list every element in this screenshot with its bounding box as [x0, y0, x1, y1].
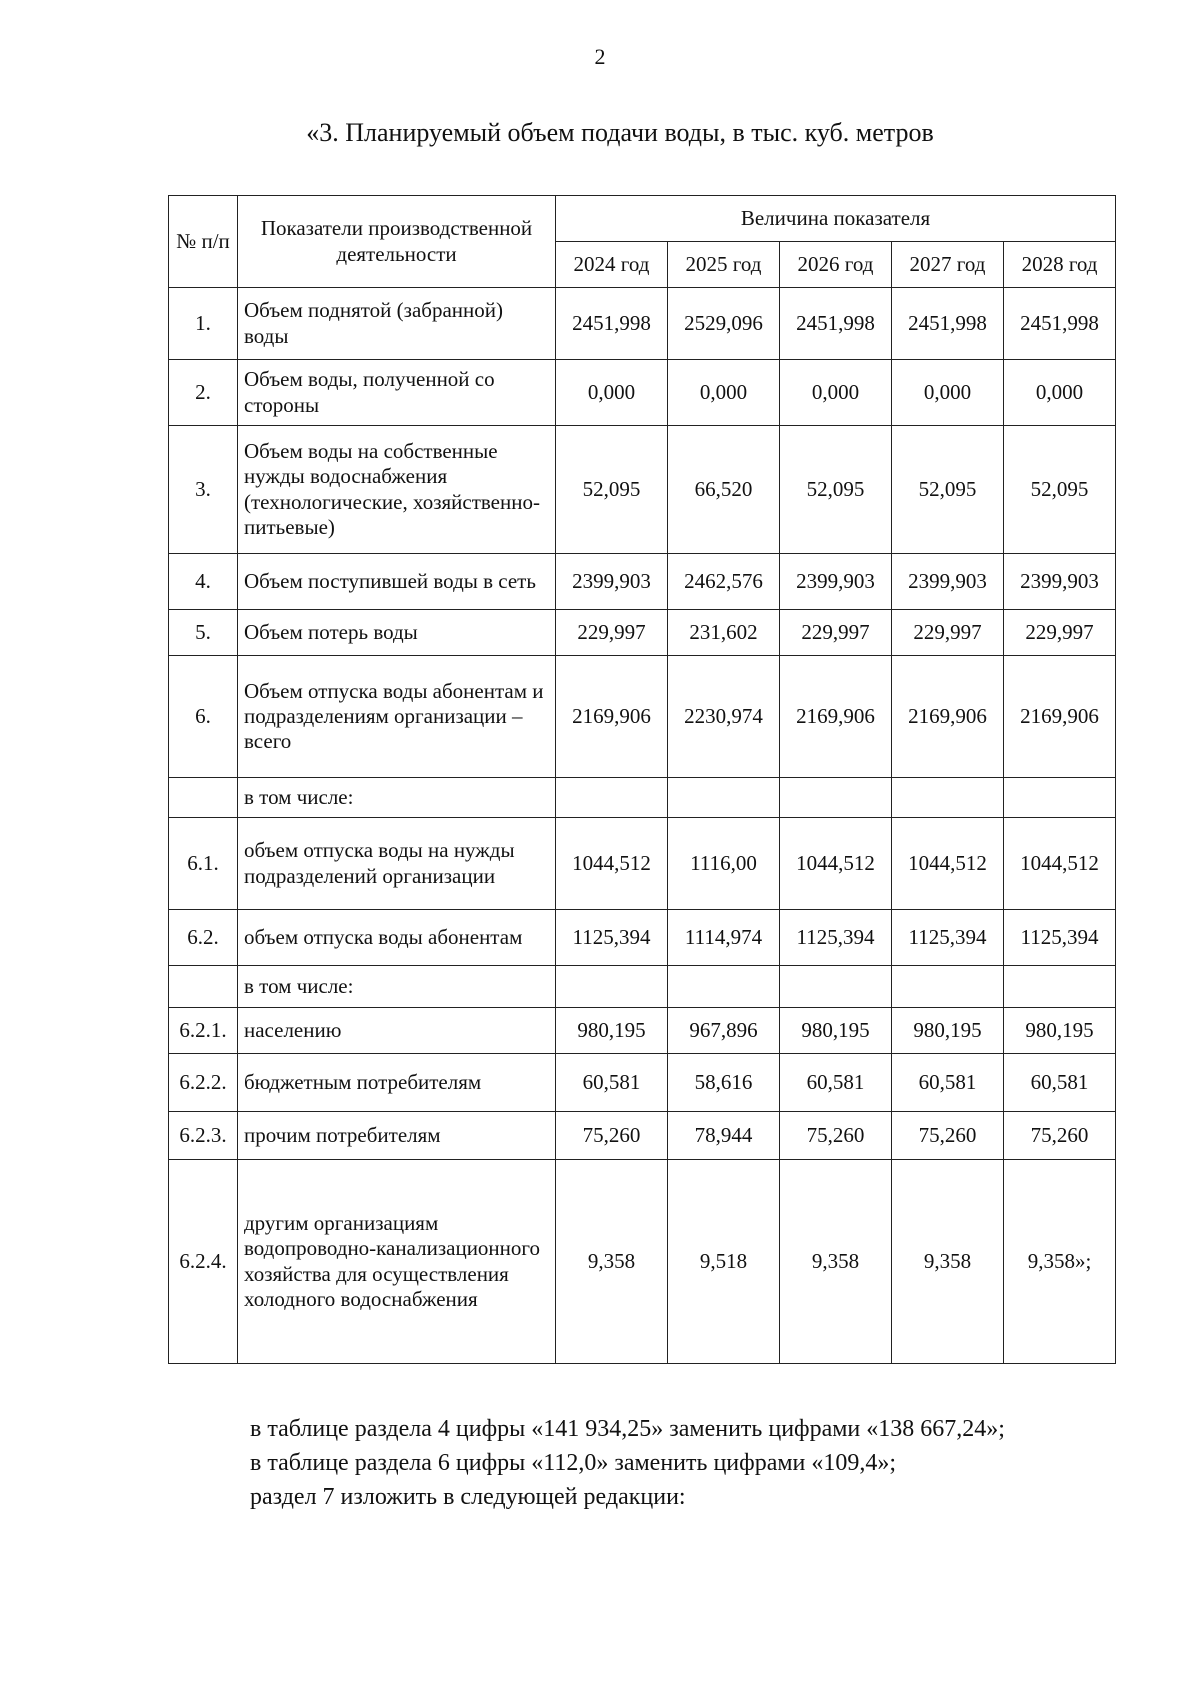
row-indicator: Объем поднятой (забранной) воды — [238, 288, 556, 360]
row-indicator: Объем поступившей воды в сеть — [238, 554, 556, 610]
row-value — [780, 778, 892, 818]
row-value: 2399,903 — [1004, 554, 1116, 610]
row-number: 4. — [169, 554, 238, 610]
row-value: 9,358»; — [1004, 1160, 1116, 1364]
row-value: 2230,974 — [668, 656, 780, 778]
table-row — [169, 656, 1116, 778]
row-number: 6.2.2. — [169, 1054, 238, 1112]
row-indicator: Объем воды, полученной со стороны — [238, 360, 556, 426]
row-value: 52,095 — [780, 426, 892, 554]
row-number: 6.2.1. — [169, 1008, 238, 1054]
table-row — [169, 966, 1116, 1008]
header-year: 2026 год — [780, 242, 892, 288]
row-value: 980,195 — [892, 1008, 1004, 1054]
row-value: 229,997 — [892, 610, 1004, 656]
page-number: 2 — [594, 44, 606, 69]
table-row — [169, 288, 1116, 360]
row-value: 60,581 — [780, 1054, 892, 1112]
row-value: 2399,903 — [780, 554, 892, 610]
row-indicator: населению — [238, 1008, 556, 1054]
header-indicators: Показатели производственной деятельности — [238, 196, 556, 288]
table-row — [169, 778, 1116, 818]
row-number: 6.2.3. — [169, 1112, 238, 1160]
row-number: 5. — [169, 610, 238, 656]
row-value: 0,000 — [556, 360, 668, 426]
section-title: «3. Планируемый объем подачи воды, в тыс. куб. метров — [306, 118, 934, 147]
row-indicator: другим организациям водопроводно-канализационного хозяйства для осуществления холодного водоснабжения — [238, 1160, 556, 1364]
row-value — [892, 778, 1004, 818]
row-indicator: в том числе: — [238, 778, 556, 818]
row-value: 9,518 — [668, 1160, 780, 1364]
row-value: 1116,00 — [668, 818, 780, 910]
row-value: 66,520 — [668, 426, 780, 554]
row-number: 6.2. — [169, 910, 238, 966]
row-value — [1004, 966, 1116, 1008]
row-value: 2169,906 — [780, 656, 892, 778]
row-value: 229,997 — [1004, 610, 1116, 656]
row-value: 980,195 — [556, 1008, 668, 1054]
row-indicator: объем отпуска воды абонентам — [238, 910, 556, 966]
row-value: 229,997 — [556, 610, 668, 656]
row-value: 75,260 — [780, 1112, 892, 1160]
row-value: 229,997 — [780, 610, 892, 656]
header-value-group: Величина показателя — [556, 196, 1116, 242]
row-value: 967,896 — [668, 1008, 780, 1054]
row-value: 2399,903 — [556, 554, 668, 610]
row-value: 2529,096 — [668, 288, 780, 360]
row-value — [1004, 778, 1116, 818]
row-value: 1125,394 — [892, 910, 1004, 966]
table-row — [169, 554, 1116, 610]
row-value: 2399,903 — [892, 554, 1004, 610]
header-year: 2028 год — [1004, 242, 1116, 288]
row-value: 0,000 — [668, 360, 780, 426]
row-indicator: бюджетным потребителям — [238, 1054, 556, 1112]
row-value — [556, 778, 668, 818]
amendment-line: раздел 7 изложить в следующей редакции: — [250, 1484, 686, 1510]
header-year: 2025 год — [668, 242, 780, 288]
row-value: 2451,998 — [780, 288, 892, 360]
amendment-text — [250, 1412, 1005, 1514]
row-indicator: Объем воды на собственные нужды водоснабжения (технологические, хозяйственно-питьевые) — [238, 426, 556, 554]
row-value: 0,000 — [1004, 360, 1116, 426]
row-value: 1125,394 — [780, 910, 892, 966]
row-indicator: прочим потребителям — [238, 1112, 556, 1160]
row-value: 231,602 — [668, 610, 780, 656]
row-value: 9,358 — [780, 1160, 892, 1364]
row-value: 52,095 — [556, 426, 668, 554]
row-value: 52,095 — [1004, 426, 1116, 554]
row-value: 980,195 — [780, 1008, 892, 1054]
row-value: 52,095 — [892, 426, 1004, 554]
row-indicator: Объем отпуска воды абонентам и подразделениям организации – всего — [238, 656, 556, 778]
row-value: 1044,512 — [556, 818, 668, 910]
row-value: 2451,998 — [1004, 288, 1116, 360]
row-value: 75,260 — [556, 1112, 668, 1160]
header-number: № п/п — [169, 196, 238, 288]
row-value — [892, 966, 1004, 1008]
row-number: 1. — [169, 288, 238, 360]
row-value: 1125,394 — [556, 910, 668, 966]
row-value: 60,581 — [1004, 1054, 1116, 1112]
row-value: 980,195 — [1004, 1008, 1116, 1054]
row-value: 9,358 — [556, 1160, 668, 1364]
row-value: 1114,974 — [668, 910, 780, 966]
row-number: 6.2.4. — [169, 1160, 238, 1364]
row-number — [169, 778, 238, 818]
row-indicator: Объем потерь воды — [238, 610, 556, 656]
row-value: 0,000 — [892, 360, 1004, 426]
table-row — [169, 1160, 1116, 1364]
row-number — [169, 966, 238, 1008]
amendment-line: в таблице раздела 6 цифры «112,0» заменить цифрами «109,4»; — [250, 1450, 897, 1476]
amendment-line: в таблице раздела 4 цифры «141 934,25» заменить цифрами «138 667,24»; — [250, 1416, 1005, 1442]
row-number: 3. — [169, 426, 238, 554]
row-number: 6.1. — [169, 818, 238, 910]
row-value: 2169,906 — [892, 656, 1004, 778]
row-value: 2451,998 — [556, 288, 668, 360]
row-value: 75,260 — [1004, 1112, 1116, 1160]
row-value: 1125,394 — [1004, 910, 1116, 966]
row-value: 78,944 — [668, 1112, 780, 1160]
row-value: 75,260 — [892, 1112, 1004, 1160]
table-row — [169, 360, 1116, 426]
row-indicator: объем отпуска воды на нужды подразделений организации — [238, 818, 556, 910]
header-year: 2024 год — [556, 242, 668, 288]
row-value: 60,581 — [892, 1054, 1004, 1112]
row-value: 58,616 — [668, 1054, 780, 1112]
row-value: 2451,998 — [892, 288, 1004, 360]
row-number: 6. — [169, 656, 238, 778]
row-value: 9,358 — [892, 1160, 1004, 1364]
row-value: 1044,512 — [780, 818, 892, 910]
row-value: 2169,906 — [556, 656, 668, 778]
indicators-table — [168, 195, 1116, 1364]
row-value — [780, 966, 892, 1008]
table-row — [169, 1008, 1116, 1054]
row-value: 0,000 — [780, 360, 892, 426]
row-value: 1044,512 — [1004, 818, 1116, 910]
table-row — [169, 1054, 1116, 1112]
table-row — [169, 1112, 1116, 1160]
table-row — [169, 910, 1116, 966]
row-value — [556, 966, 668, 1008]
table-row — [169, 818, 1116, 910]
header-year: 2027 год — [892, 242, 1004, 288]
row-value — [668, 778, 780, 818]
row-value: 1044,512 — [892, 818, 1004, 910]
row-indicator: в том числе: — [238, 966, 556, 1008]
row-value: 60,581 — [556, 1054, 668, 1112]
row-value — [668, 966, 780, 1008]
table-row — [169, 610, 1116, 656]
row-value: 2462,576 — [668, 554, 780, 610]
row-number: 2. — [169, 360, 238, 426]
row-value: 2169,906 — [1004, 656, 1116, 778]
table-row — [169, 426, 1116, 554]
